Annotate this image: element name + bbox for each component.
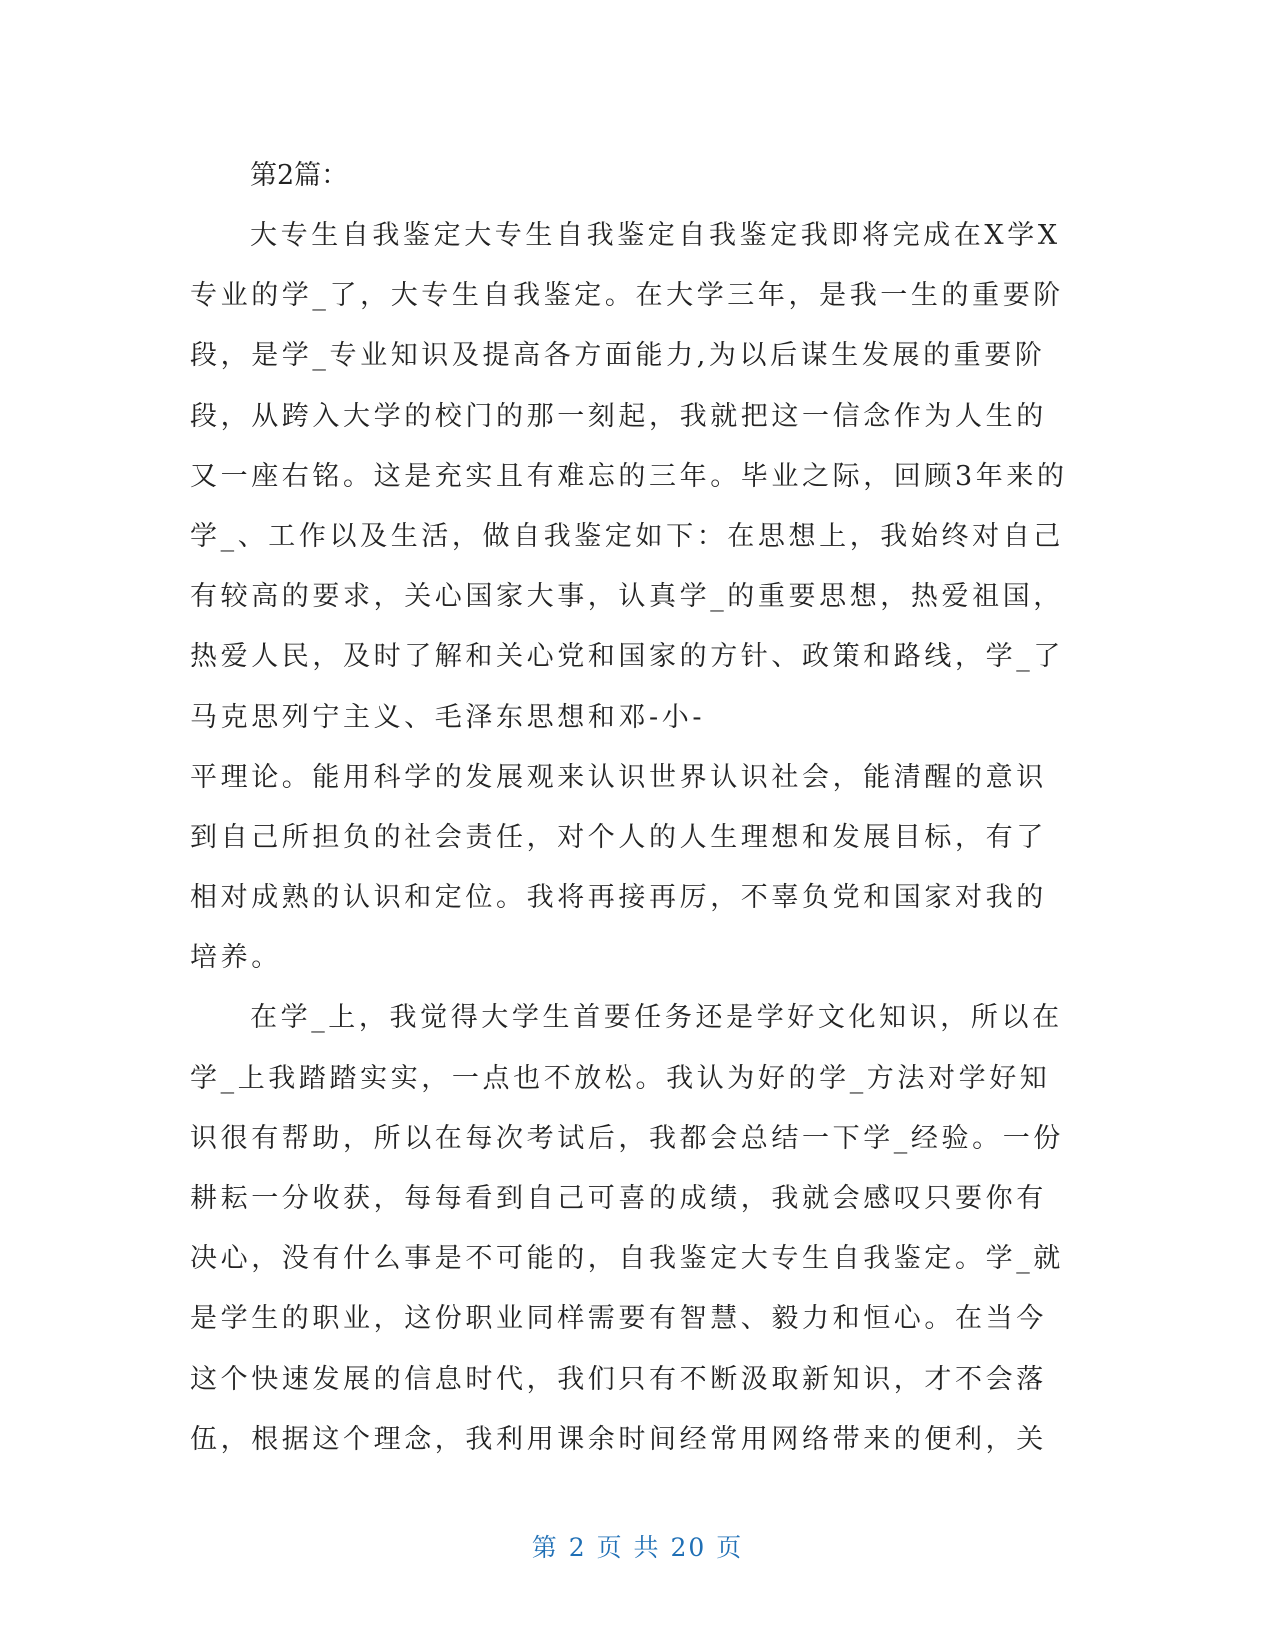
text-line: 伍，根据这个理念，我利用课余时间经常用网络带来的便利，关: [190, 1423, 1047, 1455]
text-line: 大专生自我鉴定大专生自我鉴定自我鉴定我即将完成在X学X: [250, 220, 1061, 251]
text-line: 热爱人民，及时了解和关心党和国家的方针、政策和路线，学_了: [190, 641, 1064, 673]
text-line: 到自己所担负的社会责任，对个人的人生理想和发展目标，有了: [190, 821, 1047, 853]
text-line: 学_上我踏踏实实，一点也不放松。我认为好的学_方法对学好知: [190, 1062, 1051, 1094]
paragraph-1: [190, 206, 1085, 988]
text-line: 耕耘一分收获，每每看到自己可喜的成绩，我就会感叹只要你有: [190, 1183, 1047, 1214]
text-line: 专业的学_了，大专生自我鉴定。在大学三年，是我一生的重要阶: [190, 280, 1064, 312]
paragraph-2: [190, 988, 1085, 1470]
text-line: 段，是学_专业知识及提高各方面能力,为以后谋生发展的重要阶: [190, 340, 1046, 372]
text-line: 相对成熟的认识和定位。我将再接再厉，不辜负党和国家对我的: [190, 882, 1047, 914]
text-line: 有较高的要求，关心国家大事，认真学_的重要思想，热爱祖国，: [190, 581, 1064, 613]
section-heading: 第2篇：: [250, 160, 349, 191]
text-line: 在学_上，我觉得大学生首要任务还是学好文化知识，所以在: [250, 1002, 1063, 1034]
page-number-footer: 第 2 页 共 20 页: [531, 1533, 744, 1562]
text-line: 识很有帮助，所以在每次考试后，我都会总结一下学_经验。一份: [190, 1122, 1064, 1154]
text-line: 学_、工作以及生活，做自我鉴定如下：在思想上，我始终对自己: [190, 520, 1064, 552]
text-line: 这个快速发展的信息时代，我们只有不断汲取新知识，才不会落: [190, 1363, 1047, 1395]
text-line: 段，从跨入大学的校门的那一刻起，我就把这一信念作为人生的: [190, 400, 1047, 432]
document-body: [190, 146, 1085, 1470]
text-line: 平理论。能用科学的发展观来认识世界认识社会，能清醒的意识: [190, 761, 1047, 793]
text-line: 是学生的职业，这份职业同样需要有智慧、毅力和恒心。在当今: [190, 1303, 1047, 1335]
text-line: 决心，没有什么事是不可能的，自我鉴定大专生自我鉴定。学_就: [190, 1243, 1064, 1275]
text-line: 马克思列宁主义、毛泽东思想和邓-小-: [190, 701, 706, 733]
text-line: 培养。: [190, 942, 282, 974]
text-line: 又一座右铭。这是充实且有难忘的三年。毕业之际，回顾3年来的: [190, 460, 1068, 492]
